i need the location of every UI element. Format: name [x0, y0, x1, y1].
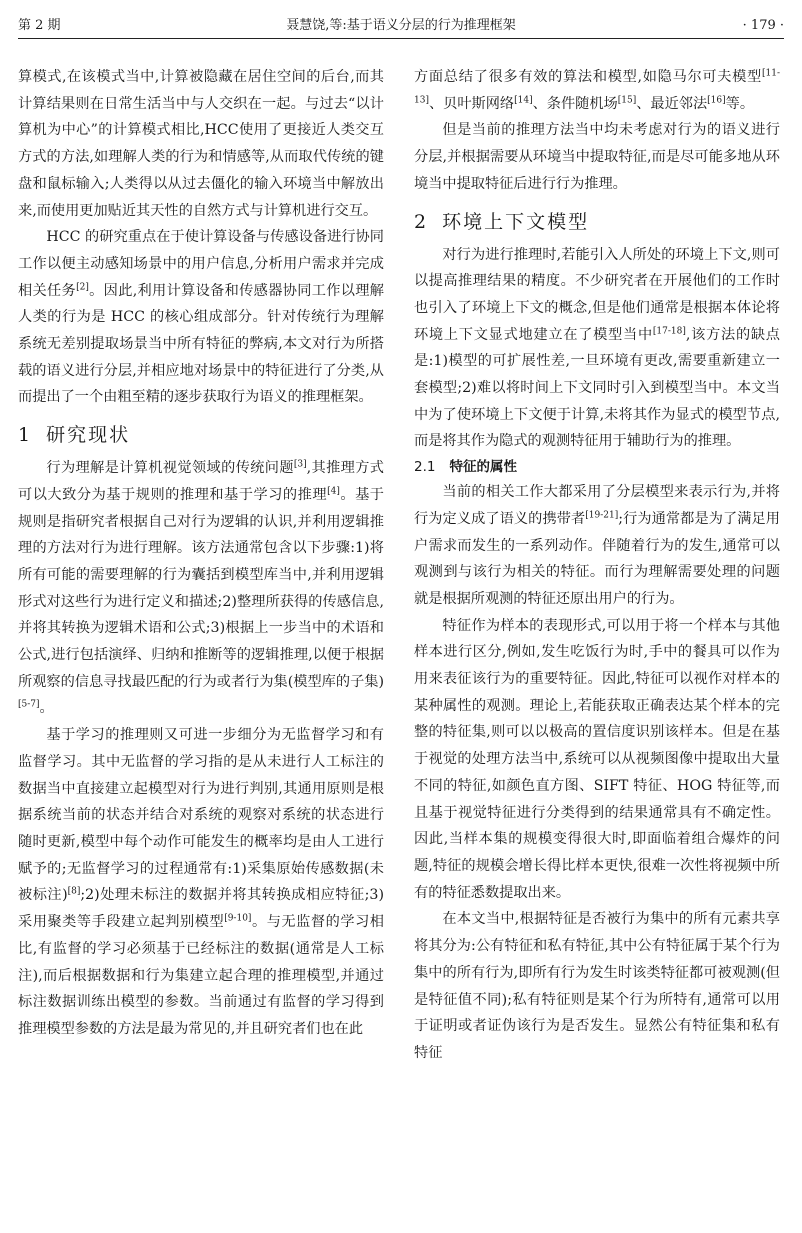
paragraph-text: 等。	[725, 95, 755, 112]
left-column	[18, 64, 384, 1043]
page-number: · 179 ·	[742, 18, 784, 33]
section-heading	[414, 208, 780, 236]
section-title: 环境上下文模型	[442, 210, 590, 233]
paragraph	[18, 64, 384, 224]
paragraph	[18, 224, 384, 411]
paragraph	[414, 117, 780, 197]
paragraph-text: 但是当前的推理方法当中均未考虑对行为的语义进行分层,并根据需要从环境当中提取特征,而是尽可能多地从环境当中提取特征后进行行为推理。	[414, 122, 780, 192]
paragraph-text: 。与无监督的学习相比,有监督的学习必须基于已经标注的数据(通常是人工标注),而后根据数据和行为集建立起合理的推理模型,并通过标注数据训练出模型的参数。当前通过有监督的学习得到推理模型参数的方法是最为常见的,并且研究者们也在此	[18, 914, 384, 1037]
paragraph-text: 特征作为样本的表现形式,可以用于将一个样本与其他样本进行区分,例如,发生吃饭行为时,手中的餐具可以作为用来表征该行为的重要特征。因此,特征可以视作对样本的某种属性的观测。理论上,若能获取正确表达某个样本的完整的特征集,则可以以极高的置信度识别该样本。但是在基于视觉的处理方法当中,系统可以从视频图像中提取出大量不同的特征,如颜色直方图、SIFT 特征、HOG 特征等,而且基于视觉特征进行分类得到的结果通常具有不确定性。因此,当样本集的规模变得很大时,即面临着组合爆炸的问题,特征的规模会增长得比样本更快,很难一次性将视频中所有的特征悉数提取出来。	[414, 617, 780, 901]
subsection-heading	[414, 455, 780, 479]
citation: [16]	[707, 94, 726, 105]
citation: [8]	[67, 886, 81, 897]
paragraph-text: 在本文当中,根据特征是否被行为集中的所有元素共享将其分为:公有特征和私有特征,其中公有特征属于某个行为集中的所有行为,即所有行为发生时该类特征都可被观测(但是特征值不同);私有特征则是某个行为所特有,通常可以用于证明或者证伪该行为是否发生。显然公有特征集和私有特征	[414, 911, 780, 1061]
paragraph	[414, 613, 780, 907]
citation: [17-18]	[652, 325, 686, 336]
subsection-title: 特征的属性	[449, 459, 517, 476]
paragraph-text: 、最近邻法	[636, 95, 708, 112]
section-number: 1	[18, 424, 33, 447]
citation: [19-21]	[585, 510, 619, 521]
right-column	[414, 64, 780, 1067]
citation: [3]	[293, 459, 307, 470]
citation: [2]	[76, 281, 89, 292]
citation: [14]	[514, 94, 533, 105]
paragraph-text: 当前的相关工作大都采用了分层模型来表示行为,并将行为定义成了语义的携带者	[414, 484, 780, 527]
paragraph-text: 。基于规则是指研究者根据自己对行为逻辑的认识,并利用逻辑推理的方法对行为进行理解。该方法通常包含以下步骤:1)将所有可能的需要理解的行为囊括到模型库当中,并利用逻辑形式对这些行为进行定义和描述;2)整理所获得的传感信息,并将其转换为逻辑术语和公式;3)根据上一步当中的术语和公式,进行包括演绎、归纳和推断等的逻辑推理,以便于根据所观察的信息寻找最匹配的行为或者行为集(模型库的子集)	[18, 486, 384, 690]
paragraph-text: ;2)处理未标注的数据并将其转换成相应特征;3)采用聚类等手段建立起判别模型	[18, 887, 384, 931]
paragraph	[414, 64, 780, 117]
paragraph-text: 、条件随机场	[532, 95, 618, 112]
paragraph-text: 对行为进行推理时,若能引入人所处的环境上下文,则可以提高推理结果的精度。不少研究者在开展他们的工作时也引入了环境上下文的概念,但是他们通常是根据本体论将环境上下文显式地建立在了模型当中	[414, 246, 780, 343]
running-header	[18, 14, 784, 39]
paragraph-text: 行为理解是计算机视觉领域的传统问题	[46, 460, 294, 477]
citation: [4]	[327, 486, 340, 497]
citation: [15]	[617, 94, 637, 105]
paragraph-text: ;行为通常都是为了满足用户需求而发生的一系列动作。伴随着行为的发生,通常可以观测到与该行为相关的特征。而行为理解需要处理的问题就是根据所观测的特征还原出用户的行为。	[414, 510, 780, 607]
section-number: 2	[414, 210, 429, 233]
subsection-number: 2.1	[414, 459, 436, 476]
paragraph-text: 方面总结了很多有效的算法和模型,如隐马尔可夫模型	[414, 69, 762, 85]
paragraph	[18, 455, 384, 722]
running-title: 聂慧饶,等:基于语义分层的行为推理框架	[286, 18, 516, 33]
paragraph	[414, 479, 780, 613]
section-title: 研究现状	[46, 424, 131, 447]
paragraph-text: 基于学习的推理则又可进一步细分为无监督学习和有监督学习。其中无监督的学习指的是从未进行人工标注的数据当中直接建立起模型对行为进行判别,其通用原则是根据系统当前的状态并结合对系统的观察对系统的状态进行随时更新,模型中每个动作可能发生的概率均是由人工进行赋予的;无监督学习的过程通常有:1)采集原始传感数据(未被标注)	[18, 727, 384, 904]
paragraph-text: 。因此,利用计算设备和传感器协同工作以理解人类的行为是 HCC 的核心组成部分。针对传统行为理解系统无差别提取场景当中所有特征的弊病,本文对行为所搭载的语义进行分层,并相应地对场景中的特征进行了分类,从而提出了一个由粗至精的逐步获取行为语义的推理框架。	[18, 282, 384, 406]
paragraph-text: 。	[39, 700, 54, 717]
citation: [9-10]	[224, 913, 252, 924]
citation: [11-13]	[414, 68, 780, 105]
paragraph	[414, 906, 780, 1066]
issue-number: 第 2 期	[18, 18, 61, 33]
paragraph-text: 、贝叶斯网络	[428, 95, 515, 112]
paragraph	[18, 722, 384, 1042]
paragraph-text: HCC 的研究重点在于使计算设备与传感设备进行协同工作以便主动感知场景中的用户信息,分析用户需求并完成相关任务	[18, 229, 384, 299]
paragraph-text: 算模式,在该模式当中,计算被隐藏在居住空间的后台,而其计算结果则在日常生活当中与人交织在一起。与过去“以计算机为中心”的计算模式相比,HCC使用了更接近人类交互方式的方法,如理解人类的行为和情感等,从而取代传统的键盘和鼠标输入;人类得以从过去僵化的输入环境当中解放出来,而使用更加贴近其天性的自然方式与计算机进行交互。	[18, 69, 384, 219]
paragraph	[414, 242, 780, 456]
citation: [5-7]	[18, 699, 40, 710]
paragraph-text: ,该方法的缺点是:1)模型的可扩展性差,一旦环境有更改,需要重新建立一套模型;2)难以将时间上下文同时引入到模型当中。本文当中为了使环境上下文便于计算,未将其作为显式的模型节点,而是将其作为隐式的观测特征用于辅助行为的推理。	[414, 326, 780, 450]
section-heading	[18, 421, 384, 449]
paragraph-text: ,其推理方式可以大致分为基于规则的推理和基于学习的推理	[18, 460, 384, 503]
